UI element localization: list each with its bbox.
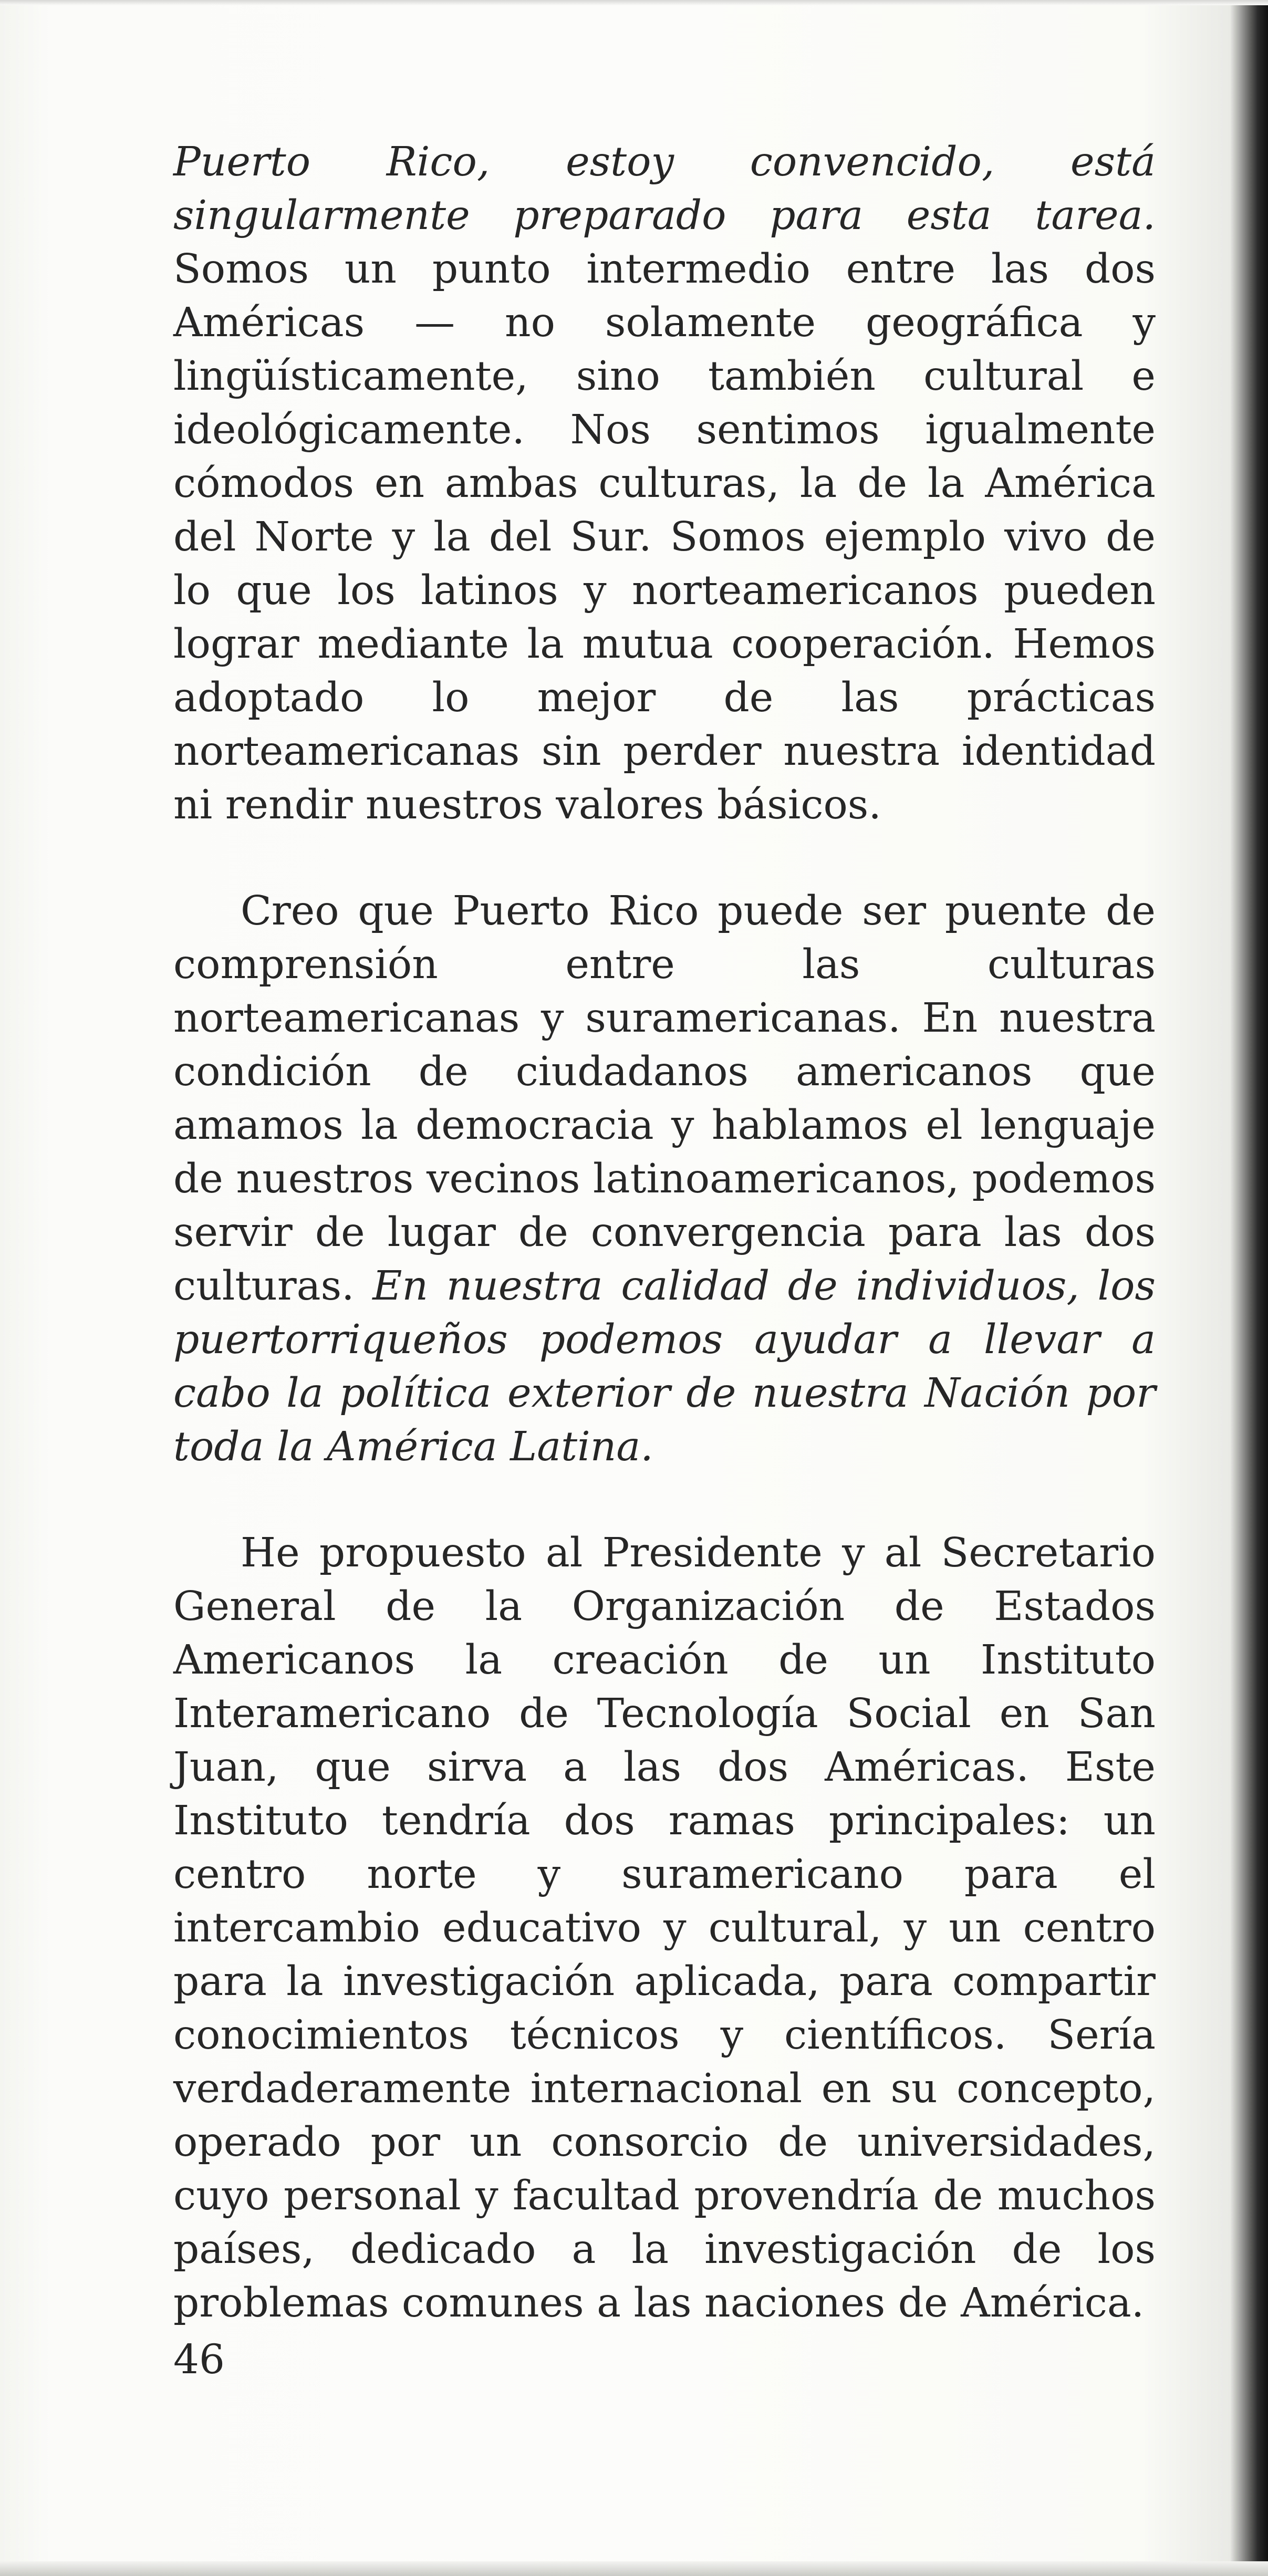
page-top-edge [0, 0, 1268, 5]
page-bottom-edge [0, 2561, 1268, 2576]
body-text [173, 136, 1156, 2330]
paragraph-1-italic-intro: Puerto Rico, estoy convencido, está singularmente preparado para esta tarea. [173, 139, 1156, 239]
paragraph-2-italic-outro: En nuestra calidad de individuos, los puertorriqueños podemos ayudar a llevar a cabo la política exterior de nuestra Nación por toda la América Latina. [173, 1263, 1156, 1470]
paragraph-3 [173, 1526, 1156, 2330]
paragraph-2-text: Creo que Puerto Rico puede ser puente de comprensión entre las culturas norteamericanas y suramericanas. En nuestra condición de ciudadanos americanos que amamos la democracia y hablamos el lenguaje de nuestros vecinos latinoamericanos, podemos servir de lugar de convergencia para las dos culturas. [173, 888, 1156, 1310]
paragraph-1-text: Somos un punto intermedio entre las dos Américas — no solamente geográfica y lingüísticamente, sino también cultural e ideológicamente. Nos sentimos igualmente cómodos en ambas culturas, la de la América del Norte y la del Sur. Somos ejemplo vivo de lo que los latinos y norteamericanos pueden lograr mediante la mutua cooperación. Hemos adoptado lo mejor de las prácticas norteamericanas sin perder nuestra identidad ni rendir nuestros valores básicos. [173, 246, 1156, 828]
paragraph-1 [173, 136, 1156, 832]
page-number: 46 [173, 2336, 225, 2383]
paragraph-2 [173, 885, 1156, 1474]
paragraph-3-text: He propuesto al Presidente y al Secretario General de la Organización de Estados Americanos la creación de un Instituto Interamericano de Tecnología Social en San Juan, que sirva a las dos Américas. Este Instituto tendría dos ramas principales: un centro norte y suramericano para el intercambio educativo y cultural, y un centro para la investigación aplicada, para compartir conocimientos técnicos y científicos. Sería verdaderamente internacional en su concepto, operado por un consorcio de universidades, cuyo personal y facultad provendría de muchos países, dedicado a la investigación de los problemas comunes a las naciones de América. [173, 1530, 1156, 2326]
